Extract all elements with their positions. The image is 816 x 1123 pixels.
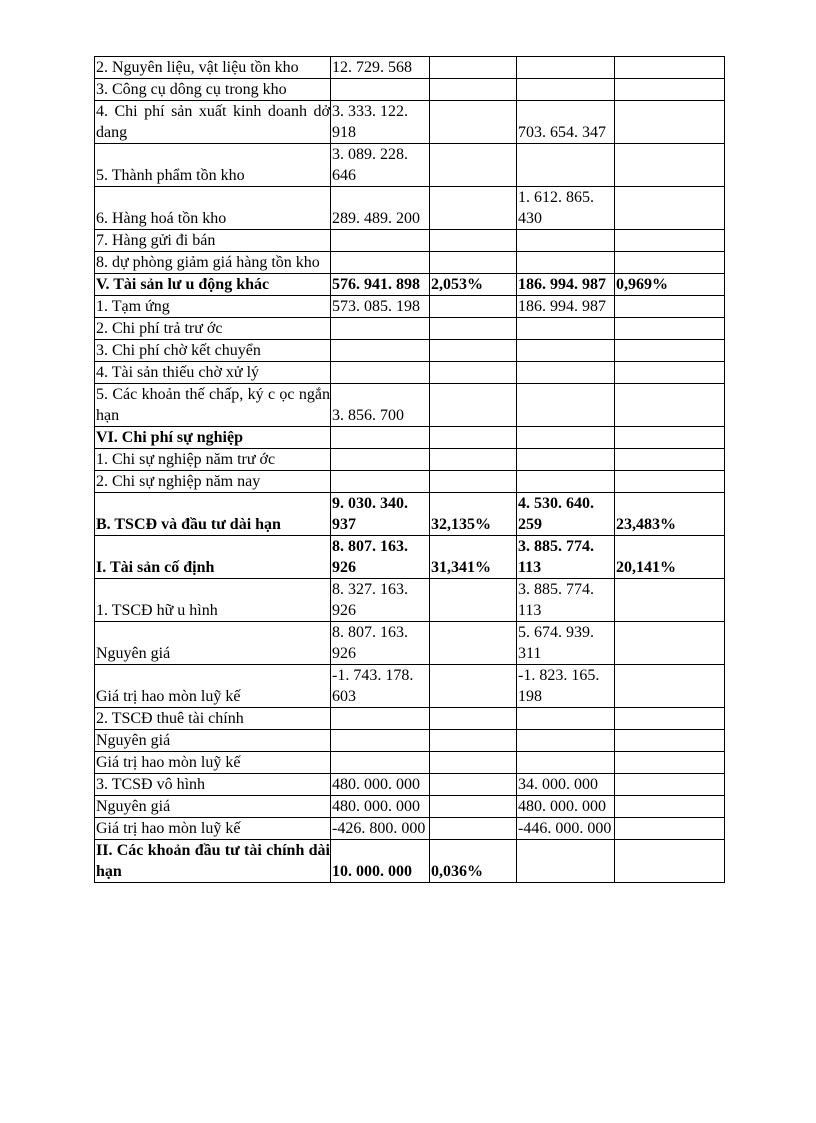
percent-col2: 20,141% (615, 536, 725, 579)
value-col1 (331, 449, 430, 471)
percent-col2 (615, 708, 725, 730)
value-col2 (517, 427, 615, 449)
value-col2 (517, 449, 615, 471)
percent-col2 (615, 318, 725, 340)
percent-col1 (430, 752, 517, 774)
percent-col2 (615, 449, 725, 471)
row-label: 5. Thành phẩm tồn kho (95, 144, 331, 187)
balance-sheet-table (94, 56, 725, 883)
table-row (95, 536, 725, 579)
row-label: Nguyên giá (95, 622, 331, 665)
value-col2: 3. 885. 774. 113 (517, 579, 615, 622)
table-row (95, 622, 725, 665)
percent-col2 (615, 79, 725, 101)
row-label: 3. TCSĐ vô hình (95, 774, 331, 796)
value-col1 (331, 471, 430, 493)
table-row (95, 144, 725, 187)
percent-col2 (615, 296, 725, 318)
percent-col1 (430, 252, 517, 274)
value-col1: 289. 489. 200 (331, 187, 430, 230)
value-col2 (517, 384, 615, 427)
percent-col1 (430, 384, 517, 427)
percent-col1: 32,135% (430, 493, 517, 536)
value-col2: 5. 674. 939. 311 (517, 622, 615, 665)
percent-col1 (430, 622, 517, 665)
value-col1 (331, 340, 430, 362)
row-label: 5. Các khoản thế chấp, ký c ọc ngắn hạn (95, 384, 331, 427)
percent-col2 (615, 384, 725, 427)
percent-col2 (615, 818, 725, 840)
row-label: II. Các khoản đầu tư tài chính dài hạn (95, 840, 331, 883)
value-col1 (331, 752, 430, 774)
table-row (95, 818, 725, 840)
percent-col1: 31,341% (430, 536, 517, 579)
percent-col2 (615, 252, 725, 274)
row-label: 2. TSCĐ thuê tài chính (95, 708, 331, 730)
value-col1: -426. 800. 000 (331, 818, 430, 840)
value-col2: 703. 654. 347 (517, 101, 615, 144)
row-label: 6. Hàng hoá tồn kho (95, 187, 331, 230)
percent-col1 (430, 579, 517, 622)
table-row (95, 230, 725, 252)
percent-col1 (430, 818, 517, 840)
percent-col2 (615, 665, 725, 708)
table-row (95, 708, 725, 730)
percent-col2 (615, 340, 725, 362)
percent-col2 (615, 362, 725, 384)
value-col1 (331, 79, 430, 101)
row-label: Giá trị hao mòn luỹ kế (95, 665, 331, 708)
value-col1: 12. 729. 568 (331, 57, 430, 79)
row-label: 2. Chi sự nghiệp năm nay (95, 471, 331, 493)
table-row (95, 101, 725, 144)
percent-col1 (430, 708, 517, 730)
value-col2 (517, 57, 615, 79)
table-row (95, 340, 725, 362)
row-label: 1. TSCĐ hữ u hình (95, 579, 331, 622)
percent-col1 (430, 296, 517, 318)
value-col1: -1. 743. 178. 603 (331, 665, 430, 708)
value-col2 (517, 708, 615, 730)
table-row (95, 840, 725, 883)
value-col2: 1. 612. 865. 430 (517, 187, 615, 230)
row-label: 4. Tài sản thiếu chờ xử lý (95, 362, 331, 384)
table-row (95, 752, 725, 774)
value-col2 (517, 340, 615, 362)
percent-col1 (430, 471, 517, 493)
row-label: V. Tài sản lư u động khác (95, 274, 331, 296)
table-row (95, 665, 725, 708)
value-col2 (517, 471, 615, 493)
row-label: Giá trị hao mòn luỹ kế (95, 752, 331, 774)
value-col2: 34. 000. 000 (517, 774, 615, 796)
value-col1: 3. 333. 122. 918 (331, 101, 430, 144)
percent-col2 (615, 230, 725, 252)
value-col1: 576. 941. 898 (331, 274, 430, 296)
table-row (95, 471, 725, 493)
row-label: Nguyên giá (95, 730, 331, 752)
row-label: Nguyên giá (95, 796, 331, 818)
value-col2: -1. 823. 165. 198 (517, 665, 615, 708)
row-label: 8. dự phòng giảm giá hàng tồn kho (95, 252, 331, 274)
row-label: 1. Chi sự nghiệp năm trư ớc (95, 449, 331, 471)
percent-col1 (430, 101, 517, 144)
table-row (95, 274, 725, 296)
value-col2: 186. 994. 987 (517, 274, 615, 296)
table-row (95, 362, 725, 384)
percent-col2 (615, 144, 725, 187)
percent-col1 (430, 427, 517, 449)
table-row (95, 79, 725, 101)
row-label: Giá trị hao mòn luỹ kế (95, 818, 331, 840)
table-row (95, 57, 725, 79)
percent-col2 (615, 471, 725, 493)
value-col1 (331, 230, 430, 252)
table-row (95, 579, 725, 622)
percent-col1 (430, 340, 517, 362)
table-row (95, 427, 725, 449)
value-col1 (331, 427, 430, 449)
value-col1: 8. 807. 163. 926 (331, 622, 430, 665)
value-col1: 480. 000. 000 (331, 796, 430, 818)
table-row (95, 796, 725, 818)
percent-col1: 2,053% (430, 274, 517, 296)
value-col1: 9. 030. 340. 937 (331, 493, 430, 536)
value-col1: 10. 000. 000 (331, 840, 430, 883)
percent-col1 (430, 230, 517, 252)
value-col2: -446. 000. 000 (517, 818, 615, 840)
value-col1 (331, 708, 430, 730)
row-label: I. Tài sản cố định (95, 536, 331, 579)
row-label: 4. Chi phí sản xuất kinh doanh dở dang (95, 101, 331, 144)
percent-col2 (615, 796, 725, 818)
table-row (95, 449, 725, 471)
value-col2: 3. 885. 774. 113 (517, 536, 615, 579)
row-label: 3. Công cụ dông cụ trong kho (95, 79, 331, 101)
value-col2 (517, 252, 615, 274)
value-col1: 3. 856. 700 (331, 384, 430, 427)
value-col2 (517, 318, 615, 340)
percent-col1 (430, 665, 517, 708)
percent-col2 (615, 579, 725, 622)
row-label: B. TSCĐ và đầu tư dài hạn (95, 493, 331, 536)
value-col2 (517, 840, 615, 883)
value-col1 (331, 730, 430, 752)
value-col1 (331, 252, 430, 274)
table-row (95, 774, 725, 796)
row-label: VI. Chi phí sự nghiệp (95, 427, 331, 449)
value-col1: 8. 327. 163. 926 (331, 579, 430, 622)
value-col2: 186. 994. 987 (517, 296, 615, 318)
value-col1: 480. 000. 000 (331, 774, 430, 796)
percent-col1 (430, 187, 517, 230)
percent-col2 (615, 622, 725, 665)
percent-col2 (615, 187, 725, 230)
table-row (95, 730, 725, 752)
table-row (95, 187, 725, 230)
percent-col2 (615, 101, 725, 144)
table-row (95, 296, 725, 318)
percent-col1 (430, 57, 517, 79)
percent-col2 (615, 427, 725, 449)
row-label: 7. Hàng gửi đi bán (95, 230, 331, 252)
table-row (95, 493, 725, 536)
percent-col1 (430, 318, 517, 340)
percent-col2 (615, 774, 725, 796)
percent-col1 (430, 362, 517, 384)
table-row (95, 384, 725, 427)
percent-col2 (615, 730, 725, 752)
percent-col2 (615, 840, 725, 883)
percent-col2 (615, 752, 725, 774)
value-col2: 480. 000. 000 (517, 796, 615, 818)
percent-col1 (430, 774, 517, 796)
row-label: 3. Chi phí chờ kết chuyển (95, 340, 331, 362)
value-col1 (331, 318, 430, 340)
value-col2 (517, 362, 615, 384)
value-col2 (517, 230, 615, 252)
value-col1: 3. 089. 228. 646 (331, 144, 430, 187)
table-row (95, 318, 725, 340)
percent-col1 (430, 796, 517, 818)
table-body (95, 57, 725, 883)
value-col2 (517, 752, 615, 774)
percent-col1 (430, 449, 517, 471)
percent-col2: 0,969% (615, 274, 725, 296)
row-label: 2. Nguyên liệu, vật liệu tồn kho (95, 57, 331, 79)
table-row (95, 252, 725, 274)
value-col2 (517, 730, 615, 752)
value-col1: 8. 807. 163. 926 (331, 536, 430, 579)
value-col1: 573. 085. 198 (331, 296, 430, 318)
percent-col2 (615, 57, 725, 79)
row-label: 2. Chi phí trả trư ớc (95, 318, 331, 340)
percent-col2: 23,483% (615, 493, 725, 536)
percent-col1 (430, 144, 517, 187)
value-col2: 4. 530. 640. 259 (517, 493, 615, 536)
row-label: 1. Tạm ứng (95, 296, 331, 318)
value-col1 (331, 362, 430, 384)
value-col2 (517, 144, 615, 187)
value-col2 (517, 79, 615, 101)
percent-col1: 0,036% (430, 840, 517, 883)
percent-col1 (430, 79, 517, 101)
percent-col1 (430, 730, 517, 752)
